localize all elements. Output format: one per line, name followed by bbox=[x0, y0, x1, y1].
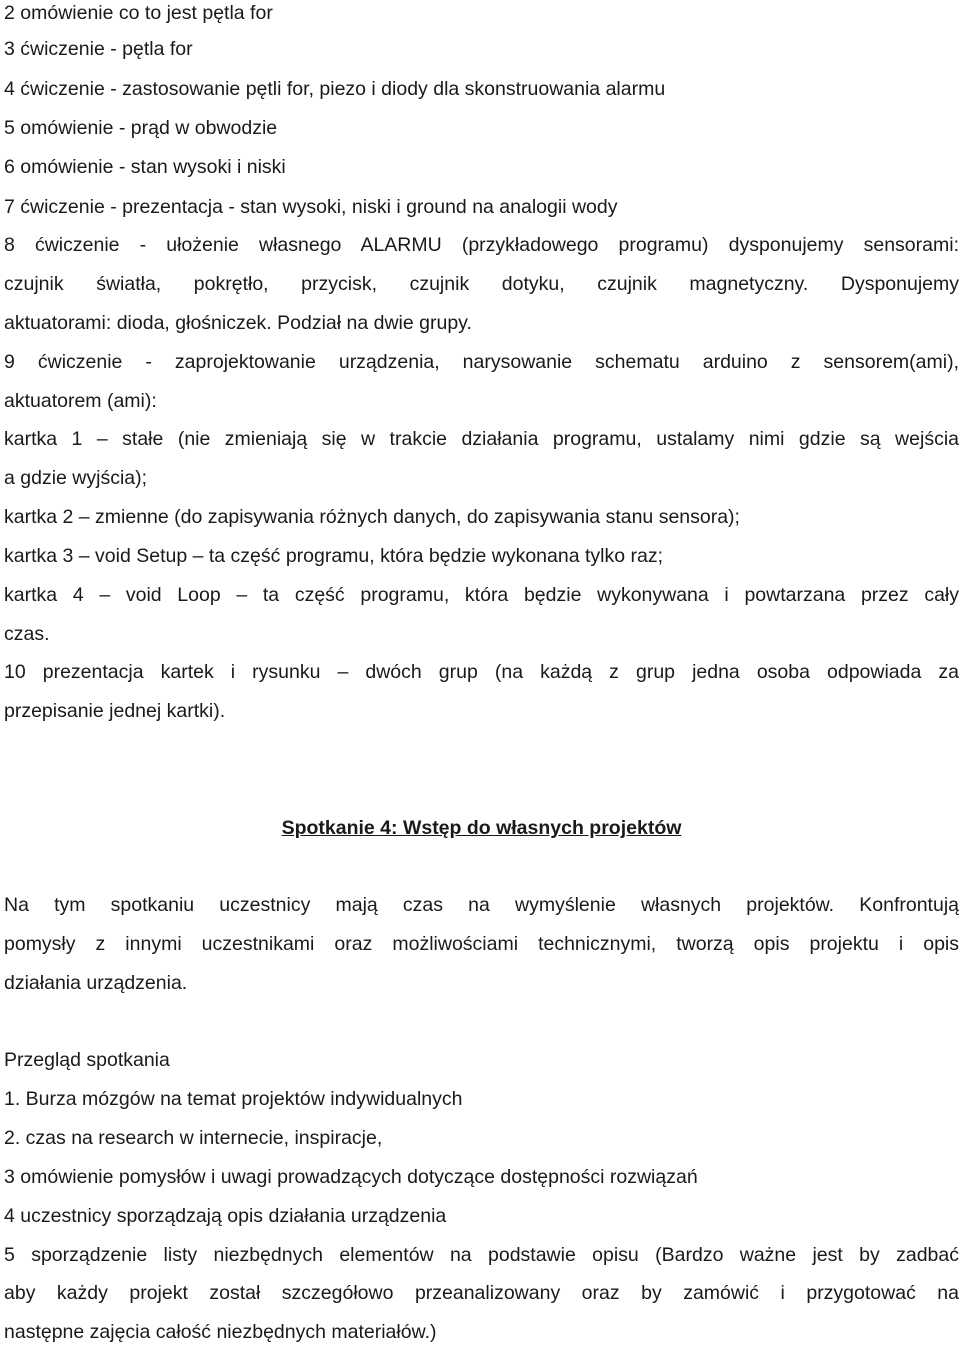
doc-line-5: 6 omówienie - stan wysoki i niski bbox=[4, 156, 286, 178]
overview-line-6: aby każdy projekt został szczegółowo przeanalizowany oraz by zamówić i przygotować na bbox=[4, 1282, 959, 1304]
intro-line-2: pomysły z innymi uczestnikami oraz możliwościami technicznymi, tworzą opis projektu i opis bbox=[4, 933, 959, 955]
overview-title: Przegląd spotkania bbox=[4, 1049, 170, 1071]
doc-line-11: aktuatorem (ami): bbox=[4, 390, 157, 412]
overview-line-5: 5 sporządzenie listy niezbędnych elementów na podstawie opisu (Bardzo ważne jest by zadbać bbox=[4, 1244, 959, 1266]
doc-line-15: kartka 3 – void Setup – ta część programu, która będzie wykonana tylko raz; bbox=[4, 545, 664, 567]
doc-line-19: przepisanie jednej kartki). bbox=[4, 700, 226, 722]
doc-line-13: a gdzie wyjścia); bbox=[4, 467, 148, 489]
overview-line-2: 2. czas na research w internecie, inspiracje, bbox=[4, 1127, 383, 1149]
overview-line-7: następne zajęcia całość niezbędnych materiałów.) bbox=[4, 1321, 437, 1343]
doc-line-4: 5 omówienie - prąd w obwodzie bbox=[4, 117, 278, 139]
overview-line-1: 1. Burza mózgów na temat projektów indywidualnych bbox=[4, 1088, 463, 1110]
intro-line-1: Na tym spotkaniu uczestnicy mają czas na wymyślenie własnych projektów. Konfrontują bbox=[4, 894, 959, 916]
doc-line-12: kartka 1 – stałe (nie zmieniają się w trakcie działania programu, ustalamy nimi gdzie są wejścia bbox=[4, 428, 959, 450]
doc-line-7: 8 ćwiczenie - ułożenie własnego ALARMU (przykładowego programu) dysponujemy sensorami: bbox=[4, 234, 959, 256]
doc-line-17: czas. bbox=[4, 623, 50, 645]
doc-line-2: 3 ćwiczenie - pętla for bbox=[4, 38, 193, 60]
overview-line-4: 4 uczestnicy sporządzają opis działania urządzenia bbox=[4, 1205, 447, 1227]
overview-line-3: 3 omówienie pomysłów i uwagi prowadzących dotyczące dostępności rozwiązań bbox=[4, 1166, 698, 1188]
doc-line-16: kartka 4 – void Loop – ta część programu, która będzie wykonywana i powtarzana przez cały bbox=[4, 584, 959, 606]
doc-line-14: kartka 2 – zmienne (do zapisywania różnych danych, do zapisywania stanu sensora); bbox=[4, 506, 740, 528]
doc-line-9: aktuatorami: dioda, głośniczek. Podział na dwie grupy. bbox=[4, 312, 472, 334]
section-title: Spotkanie 4: Wstęp do własnych projektów bbox=[281, 817, 682, 839]
intro-line-3: działania urządzenia. bbox=[4, 972, 188, 994]
doc-line-18: 10 prezentacja kartek i rysunku – dwóch grup (na każdą z grup jedna osoba odpowiada za bbox=[4, 661, 959, 683]
doc-line-3: 4 ćwiczenie - zastosowanie pętli for, piezo i diody dla skonstruowania alarmu bbox=[4, 78, 666, 100]
doc-line-8: czujnik światła, pokrętło, przycisk, czujnik dotyku, czujnik magnetyczny. Dysponujemy bbox=[4, 273, 959, 295]
doc-line-1: 2 omówienie co to jest pętla for bbox=[4, 2, 273, 24]
doc-line-10: 9 ćwiczenie - zaprojektowanie urządzenia, narysowanie schematu arduino z sensorem(ami), bbox=[4, 351, 959, 373]
doc-line-6: 7 ćwiczenie - prezentacja - stan wysoki, niski i ground na analogii wody bbox=[4, 196, 618, 218]
